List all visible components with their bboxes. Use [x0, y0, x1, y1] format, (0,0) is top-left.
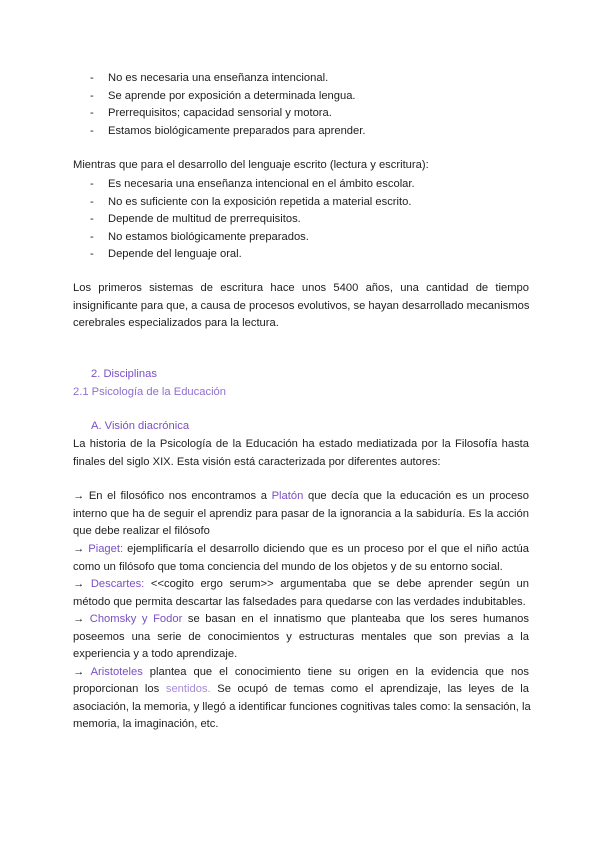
paragraph-line: como un filósofo que toma conciencia del mundo de los objetos y de su entorno social. — [73, 560, 503, 573]
paragraph-line: finales del siglo XIX. Esta visión está caracterizada por diferentes autores: — [73, 455, 441, 468]
sentidos-link[interactable]: sentidos. — [165, 683, 211, 695]
list-item: - Prerrequisitos; capacidad sensorial y motora. — [90, 107, 332, 119]
arrow-icon: → — [73, 665, 85, 678]
arrow-icon: → — [73, 543, 85, 555]
written-language-list — [90, 176, 415, 264]
list-item: - Se aprende por exposición a determinada lengua. — [90, 89, 356, 102]
arrow-icon: → — [73, 578, 85, 590]
arrow-icon: → — [73, 613, 85, 625]
author-name: Chomsky y Fodor — [89, 613, 183, 625]
list-item: - No es suficiente con la exposición repetida a material escrito. — [90, 195, 412, 208]
list-item: - Depende del lenguaje oral. — [90, 248, 242, 260]
paragraph-line: método que permita descartar las falsedades para quedarse con las verdades indubitables. — [73, 595, 526, 608]
paragraph-line: proporcionan los sentidos. Se ocupó de temas como el aprendizaje, las leyes de la — [73, 683, 530, 695]
paragraph-line: insignificante para que, a causa de procesos evolutivos, se hayan desarrollado mecanismos — [73, 299, 530, 312]
paragraph-line: que debe realizar el filósofo — [73, 525, 210, 537]
written-language-intro: Mientras que para el desarrollo del lenguaje escrito (lectura y escritura): — [73, 159, 429, 171]
paragraph-line: → Piaget: ejemplificaría el desarrollo diciendo que es un proceso por el que el niño actúa — [73, 543, 529, 555]
author-name: Platón — [271, 490, 304, 502]
paragraph-line: asociación, la memoria, y llegó a identificar funciones cognitivas tales como: la sensación, la — [73, 700, 531, 713]
author-name: Descartes: — [90, 578, 145, 590]
paragraph-line: → Descartes: <<cogito ergo serum>> argumentaba que se debe aprender según un — [73, 578, 529, 590]
paragraph-line: Los primeros sistemas de escritura hace unos 5400 años, una cantidad de tiempo — [73, 282, 529, 294]
paragraph-line: La historia de la Psicología de la Educación ha estado mediatizada por la Filosofía hasta — [73, 438, 529, 450]
paragraph-line: → En el filosófico nos encontramos a Platón que decía que la educación es un proceso — [73, 490, 529, 502]
subsection-heading-psicologia: 2.1 Psicología de la Educación — [73, 386, 226, 398]
paragraph-line: cerebrales especializados para la lectura. — [73, 317, 279, 329]
arrow-icon: → — [73, 490, 85, 502]
paragraph-line: memoria, la imaginación, etc. — [73, 718, 219, 730]
paragraph-line: → Aristoteles plantea que el conocimiento tiene su origen en la evidencia que nos — [73, 665, 529, 678]
list-item: - Estamos biológicamente preparados para aprender. — [90, 124, 366, 137]
list-item: - Depende de multitud de prerrequisitos. — [90, 213, 301, 225]
list-item: - No es necesaria una enseñanza intencional. — [90, 72, 329, 84]
subsubsection-heading-vision: A. Visión diacrónica — [91, 420, 190, 432]
list-item: - No estamos biológicamente preparados. — [90, 230, 309, 243]
section-heading-disciplinas: 2. Disciplinas — [91, 368, 157, 380]
paragraph-line: experiencia y a todo aprendizaje. — [73, 648, 238, 660]
paragraph-line: → Chomsky y Fodor se basan en el innatismo que planteaba que los seres humanos — [73, 613, 529, 625]
paragraph-line: poseemos una serie de conocimientos y estructuras mentales que son previas a la — [73, 630, 529, 643]
paragraph-line: interno que ha de seguir el aprendiz para pasar de la ignorancia a la sabiduría. Es la acción — [73, 507, 529, 520]
author-name: Aristoteles — [90, 665, 143, 678]
author-name: Piaget: — [88, 543, 124, 555]
oral-language-list — [90, 70, 365, 140]
list-item: - Es necesaria una enseñanza intencional en el ámbito escolar. — [90, 178, 415, 190]
